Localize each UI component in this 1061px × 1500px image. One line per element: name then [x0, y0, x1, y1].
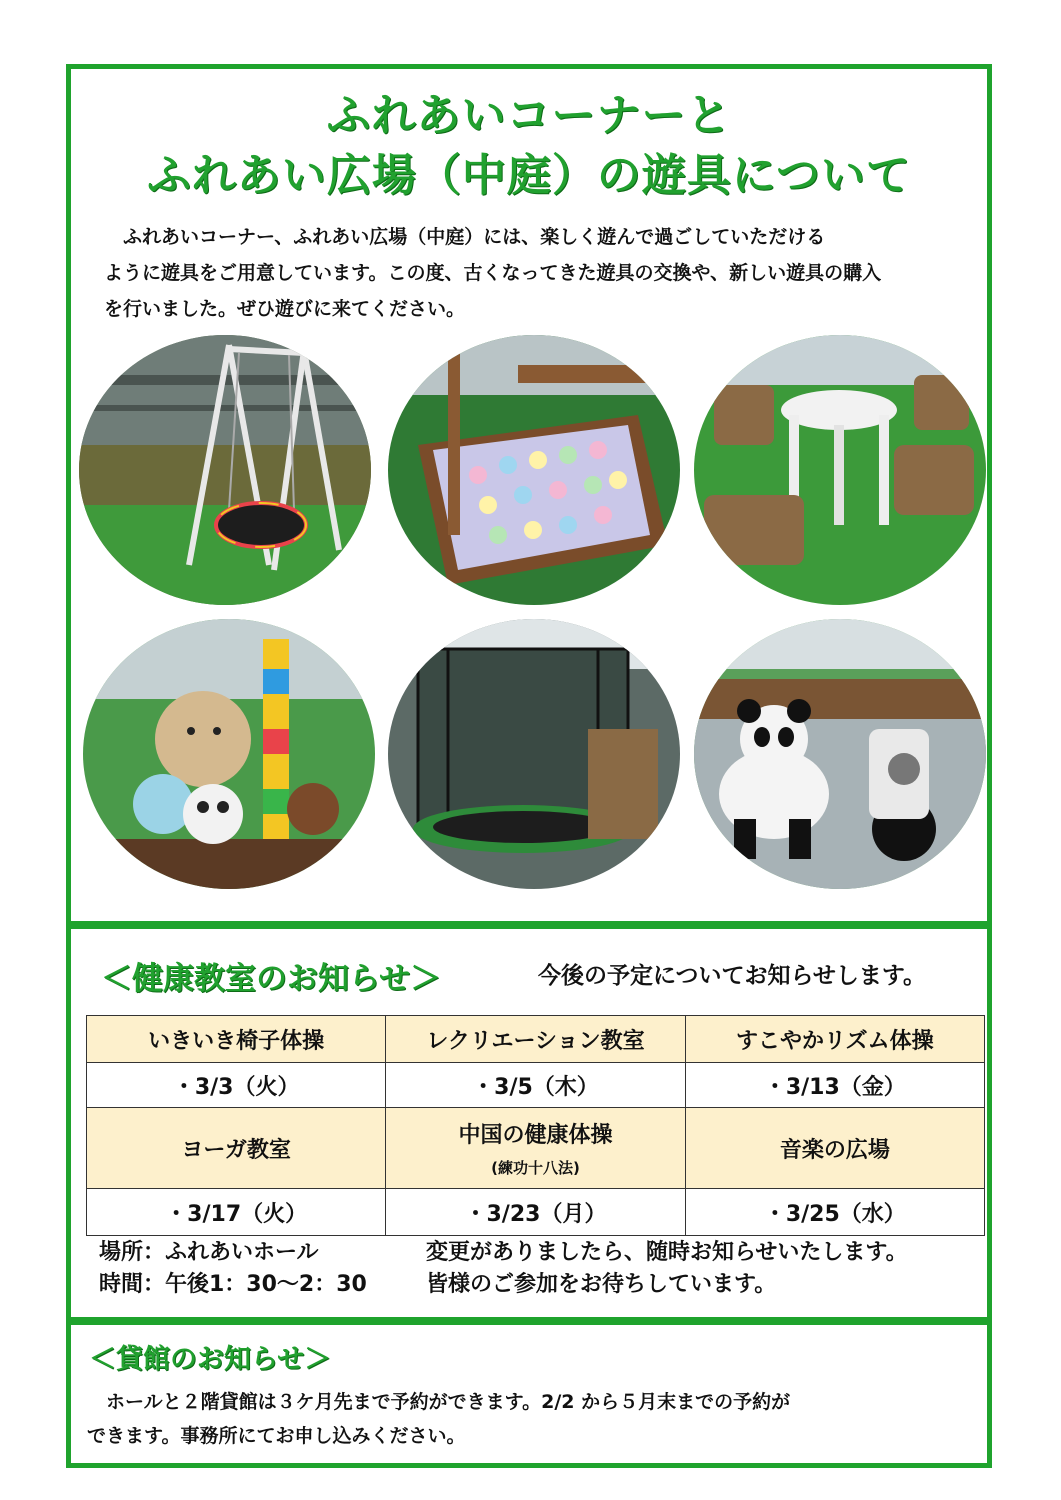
class-name-cell: ヨーガ教室 — [87, 1108, 386, 1189]
title-line-1: ふれあいコーナーと — [326, 90, 732, 141]
intro-line: ように遊具をご用意しています。この度、古くなってきた遊具の交換や、新しい遊具の購入 — [104, 262, 882, 284]
health-class-title: ＜健康教室のお知らせ＞ — [101, 961, 442, 997]
rental-section — [66, 1320, 992, 1468]
notice-info — [426, 1237, 908, 1301]
swing-photo — [79, 335, 371, 605]
date-cell: ・3/23（月） — [386, 1189, 685, 1236]
panda-ride-photo — [694, 619, 986, 889]
notice-line: 皆様のご参加をお待ちしています。 — [426, 1272, 777, 1297]
table-row — [87, 1063, 985, 1108]
class-name-cell — [386, 1108, 685, 1189]
intro-text — [104, 219, 964, 327]
class-name-main: 中国の健康体操 — [458, 1123, 613, 1148]
title-line-2: ふれあい広場（中庭）の遊具について — [146, 150, 912, 201]
place-text: 場所：ふれあいホール — [99, 1240, 319, 1265]
class-name-cell: レクリエーション教室 — [386, 1016, 685, 1063]
intro-line: ふれあいコーナー、ふれあい広場（中庭）には、楽しく遊んで過ごしていただける — [123, 226, 826, 248]
notice-line: 変更がありましたら、随時お知らせいたします。 — [426, 1240, 908, 1265]
table-row — [87, 1108, 985, 1189]
class-name-cell: すこやかリズム体操 — [685, 1016, 984, 1063]
date-cell: ・3/5（木） — [386, 1063, 685, 1108]
rental-text — [87, 1385, 977, 1453]
rental-title: ＜貸館のお知らせ＞ — [89, 1344, 332, 1375]
table-row — [87, 1016, 985, 1063]
class-name-cell: いきいき椅子体操 — [87, 1016, 386, 1063]
health-class-section — [66, 924, 992, 1322]
intro-line: を行いました。ぜひ遊びに来てください。 — [104, 298, 466, 320]
time-text: 時間：午後1：30～2：30 — [99, 1272, 367, 1297]
class-name-cell: 音楽の広場 — [685, 1108, 984, 1189]
stuffed-toys-photo — [83, 619, 375, 889]
place-time-info — [99, 1237, 367, 1301]
date-cell: ・3/13（金） — [685, 1063, 984, 1108]
date-cell: ・3/17（火） — [87, 1189, 386, 1236]
trampoline-photo — [388, 619, 680, 889]
health-class-subtitle: 今後の予定についてお知らせします。 — [538, 963, 927, 989]
schedule-table — [86, 1015, 985, 1236]
playground-section — [66, 64, 992, 926]
rental-line: できます。事務所にてお申し込みください。 — [87, 1425, 466, 1447]
date-cell: ・3/3（火） — [87, 1063, 386, 1108]
class-name-sub: (練功十八法) — [491, 1159, 580, 1177]
rental-line: ホールと２階貸館は３ケ月先まで予約ができます。2/2 から５月末までの予約が — [106, 1391, 791, 1413]
table-row — [87, 1189, 985, 1236]
ball-pit-photo — [388, 335, 680, 605]
date-cell: ・3/25（水） — [685, 1189, 984, 1236]
table-chairs-photo — [694, 335, 986, 605]
